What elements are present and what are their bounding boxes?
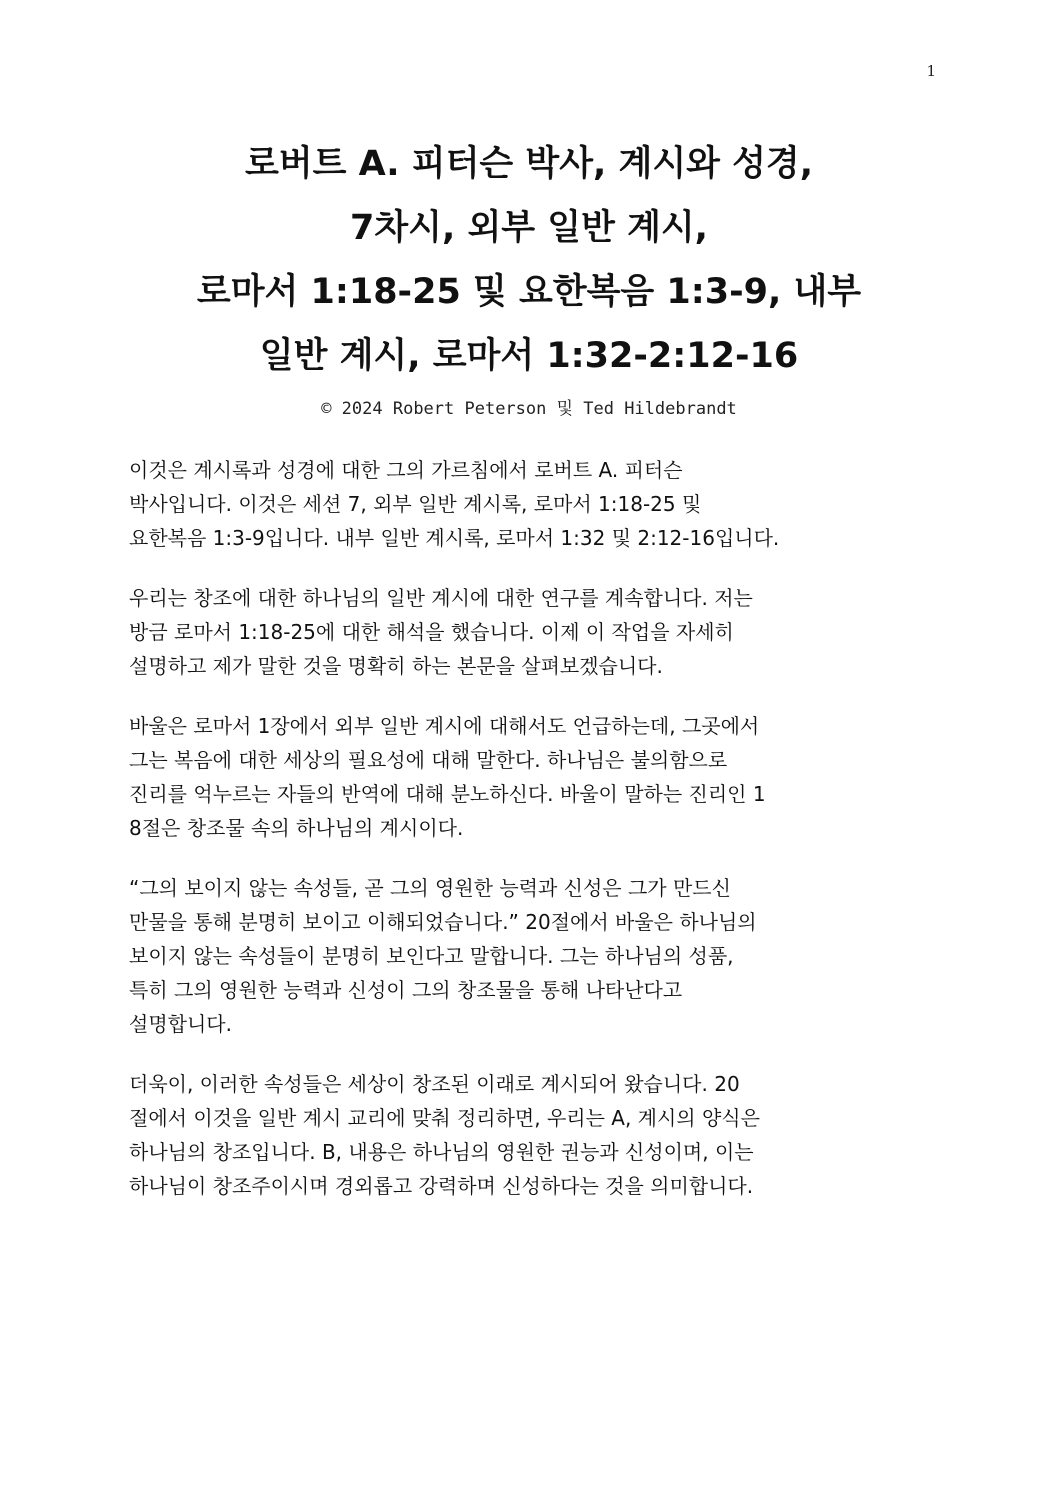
paragraph-quote bbox=[129, 871, 929, 1041]
text-line: 만물을 통해 분명히 보이고 이해되었습니다.” 20절에서 바울은 하나님의 bbox=[129, 910, 757, 934]
document-title bbox=[100, 132, 958, 388]
title-line: 일반 계시, 로마서 1:32-2:12-16 bbox=[259, 336, 799, 376]
text-line: 그는 복음에 대한 세상의 필요성에 대해 말한다. 하나님은 불의함으로 bbox=[129, 748, 728, 772]
title-line: 7차시, 외부 일반 계시, bbox=[350, 208, 708, 248]
text-line: “그의 보이지 않는 속성들, 곧 그의 영원한 능력과 신성은 그가 만드신 bbox=[129, 876, 731, 900]
text-line: 더욱이, 이러한 속성들은 세상이 창조된 이래로 계시되어 왔습니다. 20 bbox=[129, 1072, 740, 1096]
text-line: 특히 그의 영원한 능력과 신성이 그의 창조물을 통해 나타난다고 bbox=[129, 978, 683, 1002]
title-line: 로마서 1:18-25 및 요한복음 1:3-9, 내부 bbox=[196, 272, 862, 312]
paragraph-study bbox=[129, 581, 929, 683]
paragraph-romans-1 bbox=[129, 709, 929, 845]
text-line: 8절은 창조물 속의 하나님의 계시이다. bbox=[129, 816, 464, 840]
copyright-notice: © 2024 Robert Peterson 및 Ted Hildebrandt bbox=[321, 399, 737, 419]
text-line: 박사입니다. 이것은 세션 7, 외부 일반 계시록, 로마서 1:18-25 및 bbox=[129, 492, 702, 516]
text-line: 하나님의 창조입니다. B, 내용은 하나님의 영원한 권능과 신성이며, 이는 bbox=[129, 1140, 754, 1164]
text-line: 우리는 창조에 대한 하나님의 일반 계시에 대한 연구를 계속합니다. 저는 bbox=[129, 586, 753, 610]
text-line: 이것은 계시록과 성경에 대한 그의 가르침에서 로버트 A. 피터슨 bbox=[129, 458, 683, 482]
text-line: 하나님이 창조주이시며 경외롭고 강력하며 신성하다는 것을 의미합니다. bbox=[129, 1174, 754, 1198]
text-line: 설명합니다. bbox=[129, 1012, 232, 1036]
title-line: 로버트 A. 피터슨 박사, 계시와 성경, bbox=[244, 144, 814, 184]
text-line: 방금 로마서 1:18-25에 대한 해석을 했습니다. 이제 이 작업을 자세히 bbox=[129, 620, 734, 644]
page-number: 1 bbox=[926, 62, 936, 80]
text-line: 진리를 억누르는 자들의 반역에 대해 분노하신다. 바울이 말하는 진리인 1 bbox=[129, 782, 766, 806]
text-line: 절에서 이것을 일반 계시 교리에 맞춰 정리하면, 우리는 A, 계시의 양식은 bbox=[129, 1106, 760, 1130]
body-text bbox=[129, 453, 929, 1229]
paragraph-attributes bbox=[129, 1067, 929, 1203]
paragraph-intro bbox=[129, 453, 929, 555]
text-line: 설명하고 제가 말한 것을 명확히 하는 본문을 살펴보겠습니다. bbox=[129, 654, 663, 678]
text-line: 바울은 로마서 1장에서 외부 일반 계시에 대해서도 언급하는데, 그곳에서 bbox=[129, 714, 760, 738]
text-line: 보이지 않는 속성들이 분명히 보인다고 말합니다. 그는 하나님의 성품, bbox=[129, 944, 734, 968]
text-line: 요한복음 1:3-9입니다. 내부 일반 계시록, 로마서 1:32 및 2:12-16입니다. bbox=[129, 526, 780, 550]
